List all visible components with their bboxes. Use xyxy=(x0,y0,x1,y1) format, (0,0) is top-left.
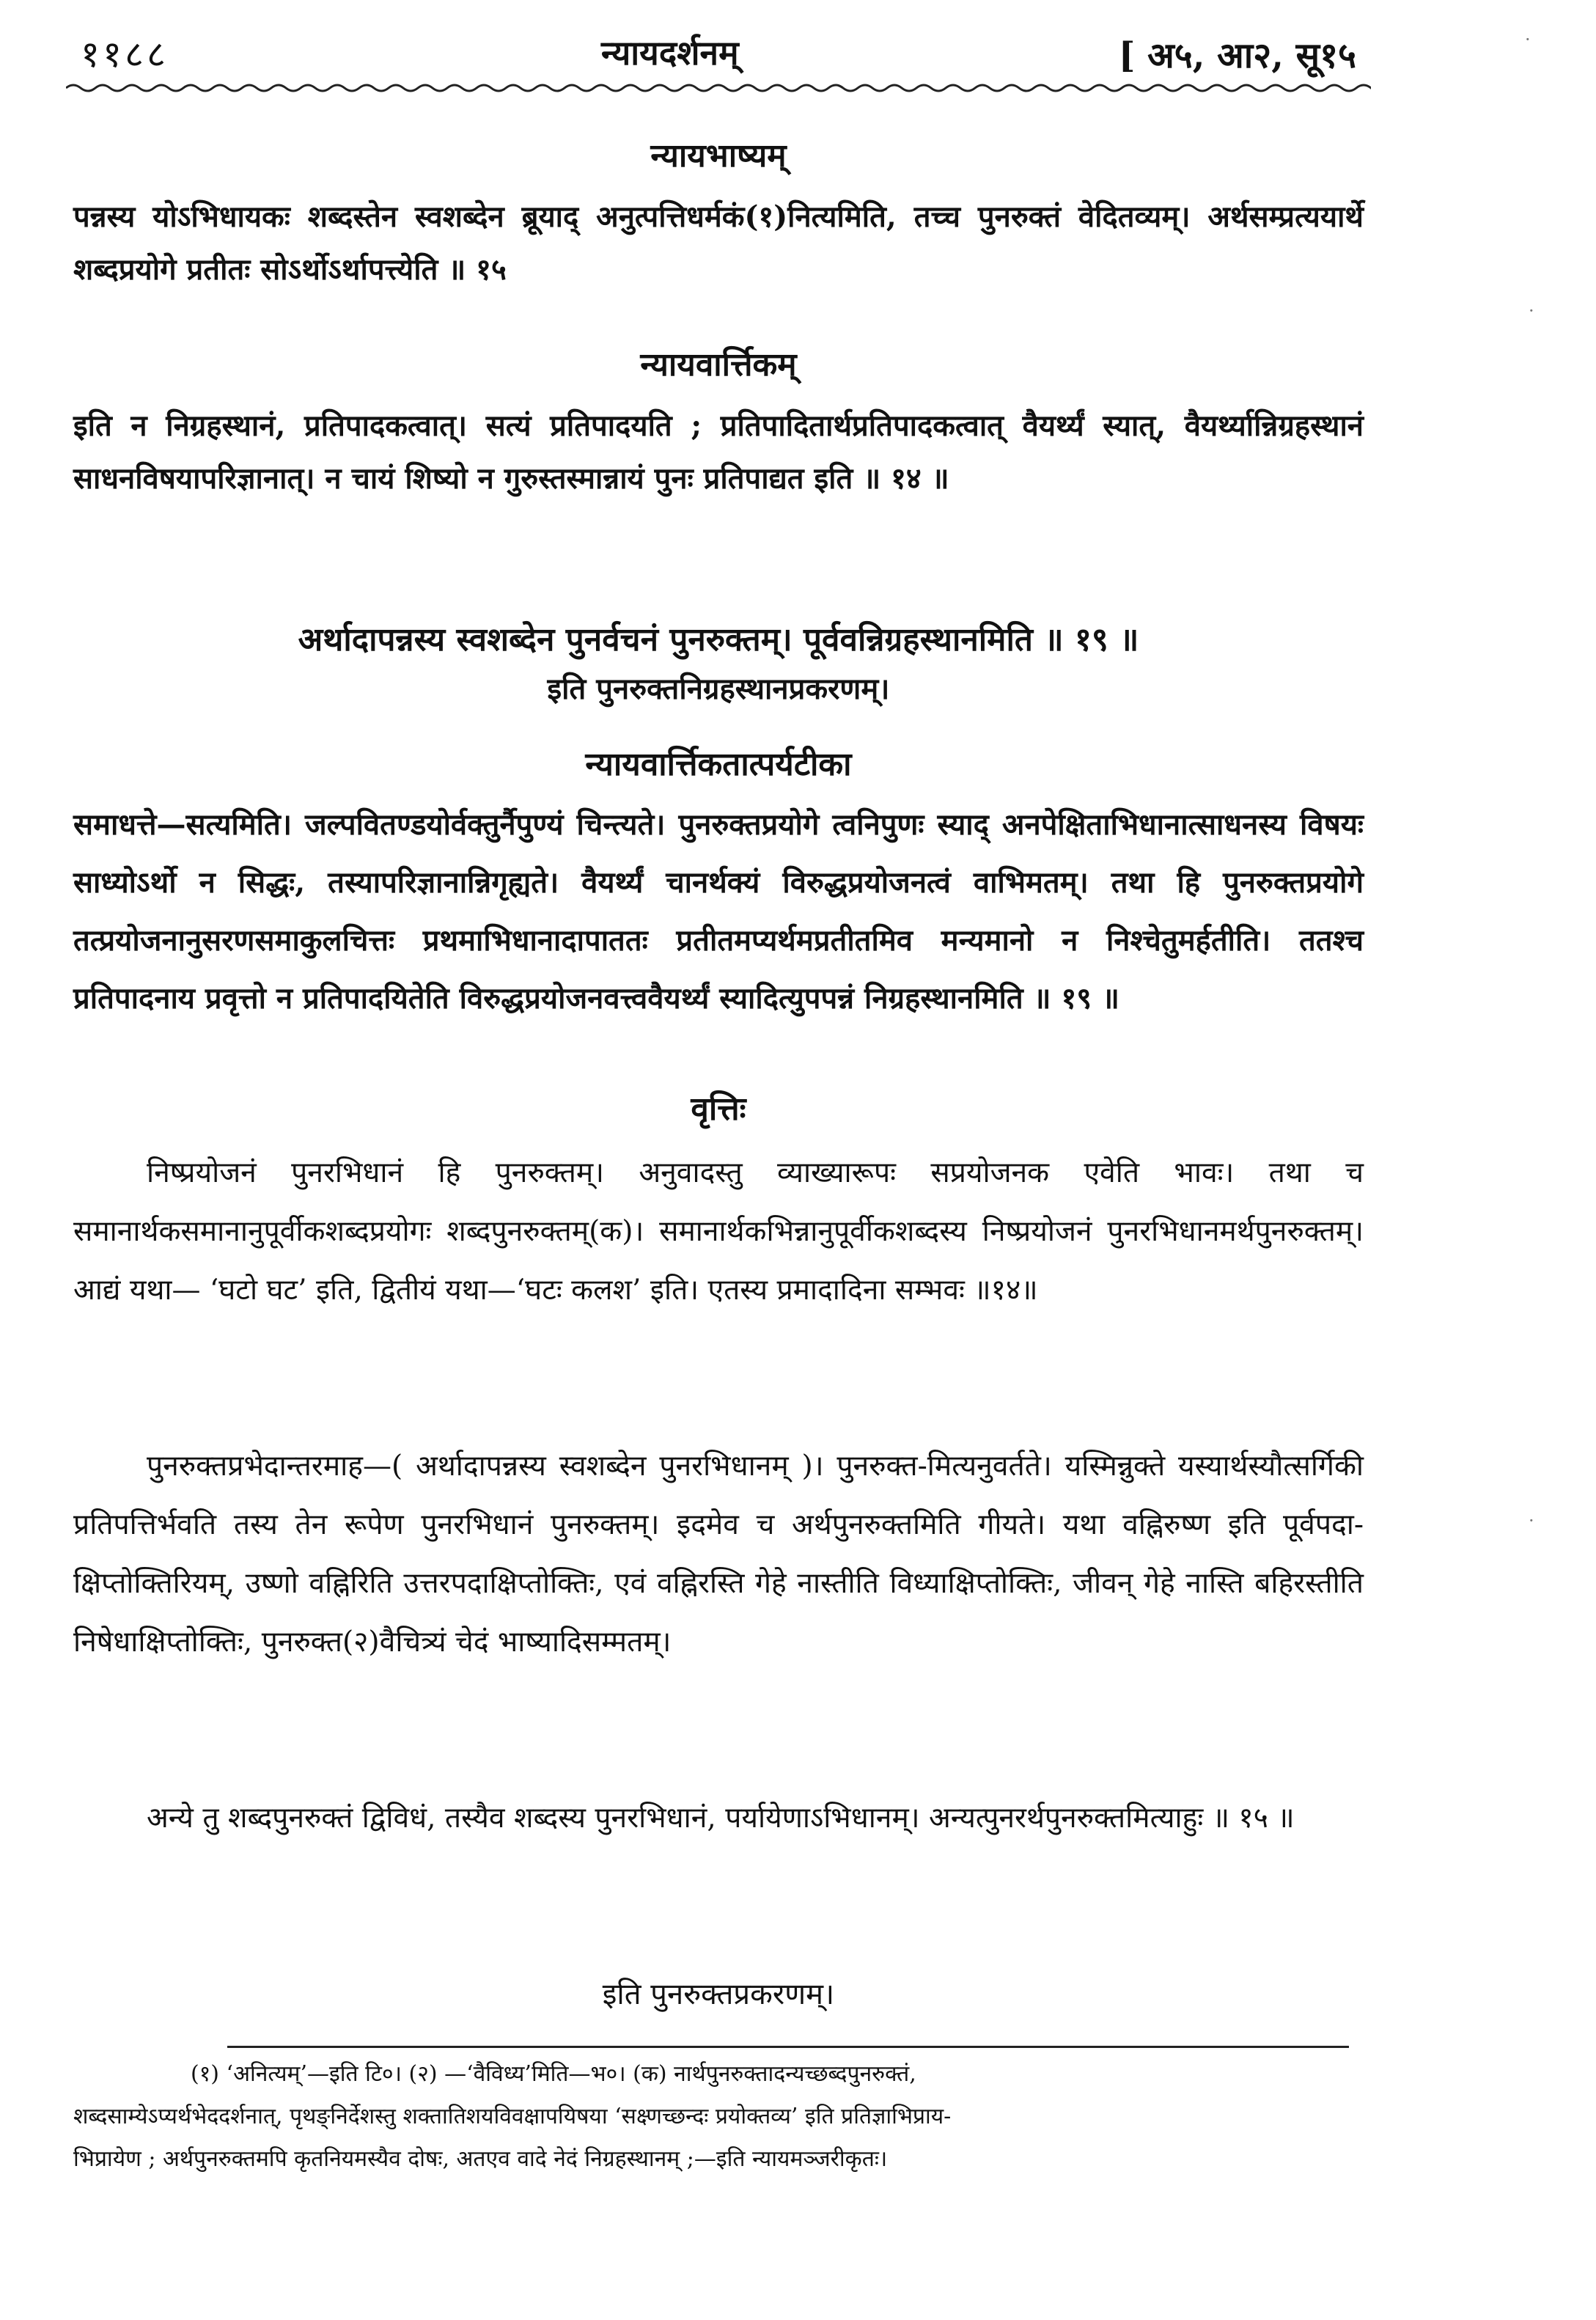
header-wavy-rule xyxy=(66,82,1371,94)
bhashya-text: पन्नस्य योऽभिधायकः शब्दस्तेन स्वशब्देन ब्रूयाद् अनुत्पत्तिधर्मकं(१)नित्यमिति, तच्च पुनरुक्तं वेदितव्यम्। अर्थसम्प्रत्ययार्थे शब्दप्रयोगे प्रतीतः सोऽर्थोऽर्थापत्त्येति ॥ १५ xyxy=(73,199,1364,287)
vritti-paragraph-1: निष्प्रयोजनं पुनरभिधानं हि पुनरुक्तम्। अनुवादस्तु व्याख्यारूपः सप्रयोजनक एवेति भावः। तथा च समानार्थकसमानानुपूर्वीकशब्दप्रयोगः शब्दपुनरुक्तम्(क)। समानार्थकभिन्नानुपूर्वीकशब्दस्य निष्प्रयोजनं पुनरभिधानमर्थपुनरुक्तम्। आद्यं यथा— ‘घटो घट’ इति, द्वितीयं यथा—‘घटः कलश’ इति। एतस्य प्रमादादिना सम्भवः ॥१४॥ xyxy=(73,1156,1364,1307)
vritti-paragraph-2: पुनरुक्तप्रभेदान्तरमाह—( अर्थादापन्नस्य स्वशब्देन पुनरभिधानम् )। पुनरुक्त-मित्यनुवर्तते। यस्मिन्नुक्ते यस्यार्थस्यौत्सर्गिकी प्रतिपत्तिर्भवति तस्य तेन रूपेण पुनरभिधानं पुनरुक्तम्। इदमेव च अर्थपुनरुक्तमिति गीयते। यथा वह्निरुष्ण इति पूर्वपदा-क्षिप्तोक्तिरियम्, उष्णो वह्निरिति उत्तरपदाक्षिप्तोक्तिः, एवं वह्निरस्ति गेहे नास्तीति विध्याक्षिप्तोक्तिः, जीवन् गेहे नास्ति बहिरस्तीति निषेधाक्षिप्तोक्तिः, पुनरुक्त(२)वैचित्र्यं चेदं भाष्यादिसम्मतम्। xyxy=(73,1450,1364,1659)
prakarana-end: इति पुनरुक्तनिग्रहस्थानप्रकरणम्। xyxy=(547,672,890,706)
vritti-paragraph-3: अन्ये तु शब्दपुनरुक्तं द्विविधं, तस्यैव शब्दस्य पुनरभिधानं, पर्यायेणाऽभिधानम्। अन्यत्पुनरर्थपुनरुक्तमित्याहुः ॥ १५ ॥ xyxy=(147,1802,1295,1835)
page-header xyxy=(73,22,1364,81)
footnote-line: (१) ‘अनित्यम्’—इति टि०। (२) —‘वैविध्य’मिति—भ०। (क) नार्थपुनरुक्तादन्यच्छब्दपुनरुक्तं, xyxy=(191,2061,916,2087)
vritti-prakarana-end: इति पुनरुक्तप्रकरणम्। xyxy=(602,1978,835,2011)
sutra-text: अर्थादापन्नस्य स्वशब्देन पुनर्वचनं पुनरुक्तम्। पूर्ववन्निग्रहस्थानमिति ॥ १९ ॥ xyxy=(298,621,1139,658)
scan-edge-mark: · xyxy=(1529,301,1534,321)
footnote-line: भिप्रायेण ; अर्थपुनरुक्तमपि कृतनियमस्यैव दोषः, अतएव वादे नेदं निग्रहस्थानम् ;—इति न्यायमञ्जरीकृतः। xyxy=(73,2146,888,2172)
vritti-heading: वृत्तिः xyxy=(691,1090,746,1128)
scan-edge-mark: · xyxy=(1525,29,1531,50)
vartika-heading: न्यायवार्त्तिकम् xyxy=(640,346,797,383)
footnotes xyxy=(73,2053,1364,2181)
tika-heading: न्यायवार्त्तिकतात्पर्यटीका xyxy=(585,746,852,783)
bhashya-heading: न्यायभाष्यम् xyxy=(650,137,787,175)
section-reference: [ अ५, आ२, सू१५ xyxy=(1118,35,1356,76)
page-number: ११८८ xyxy=(81,33,169,76)
scan-edge-mark: · xyxy=(1529,1510,1534,1531)
running-title: न्यायदर्शनम् xyxy=(601,33,739,73)
footnote-line: शब्दसाम्येऽप्यर्थभेददर्शनात्, पृथङ्निर्देशस्तु शक्तातिशयविवक्षापयिषया ‘सक्ष्णच्छन्दः प्रयोक्तव्य’ इति प्रतिज्ञाभिप्राय- xyxy=(73,2104,952,2129)
tika-text: समाधत्ते—सत्यमिति। जल्पवितण्डयोर्वक्तुर्नैपुण्यं चिन्त्यते। पुनरुक्तप्रयोगे त्वनिपुणः स्याद् अनपेक्षिताभिधानात्साधनस्य विषयः साध्योऽर्थो न सिद्धः, तस्यापरिज्ञानान्निगृह्यते। वैयर्थ्यं चानर्थक्यं विरुद्धप्रयोजनत्वं वाभिमतम्। तथा हि पुनरुक्तप्रयोगे तत्प्रयोजनानुसरणसमाकुलचित्तः प्रथमाभिधानादापाततः प्रतीतमप्यर्थमप्रतीतमिव मन्यमानो न निश्चेतुमर्हतीति। ततश्च प्रतिपादनाय प्रवृत्तो न प्रतिपादयितेति विरुद्धप्रयोजनवत्त्ववैयर्थ्यं स्यादित्युपपन्नं निग्रहस्थानमिति ॥ १९ ॥ xyxy=(73,807,1364,1016)
footnote-rule xyxy=(227,2046,1349,2048)
vartika-text: इति न निग्रहस्थानं, प्रतिपादकत्वात्। सत्यं प्रतिपादयति ; प्रतिपादितार्थप्रतिपादकत्वात् वैयर्थ्यं स्यात्, वैयर्थ्यान्निग्रहस्थानं साधनविषयापरिज्ञानात्। न चायं शिष्यो न गुरुस्तस्मान्नायं पुनः प्रतिपाद्यत इति ॥ १४ ॥ xyxy=(73,408,1364,496)
